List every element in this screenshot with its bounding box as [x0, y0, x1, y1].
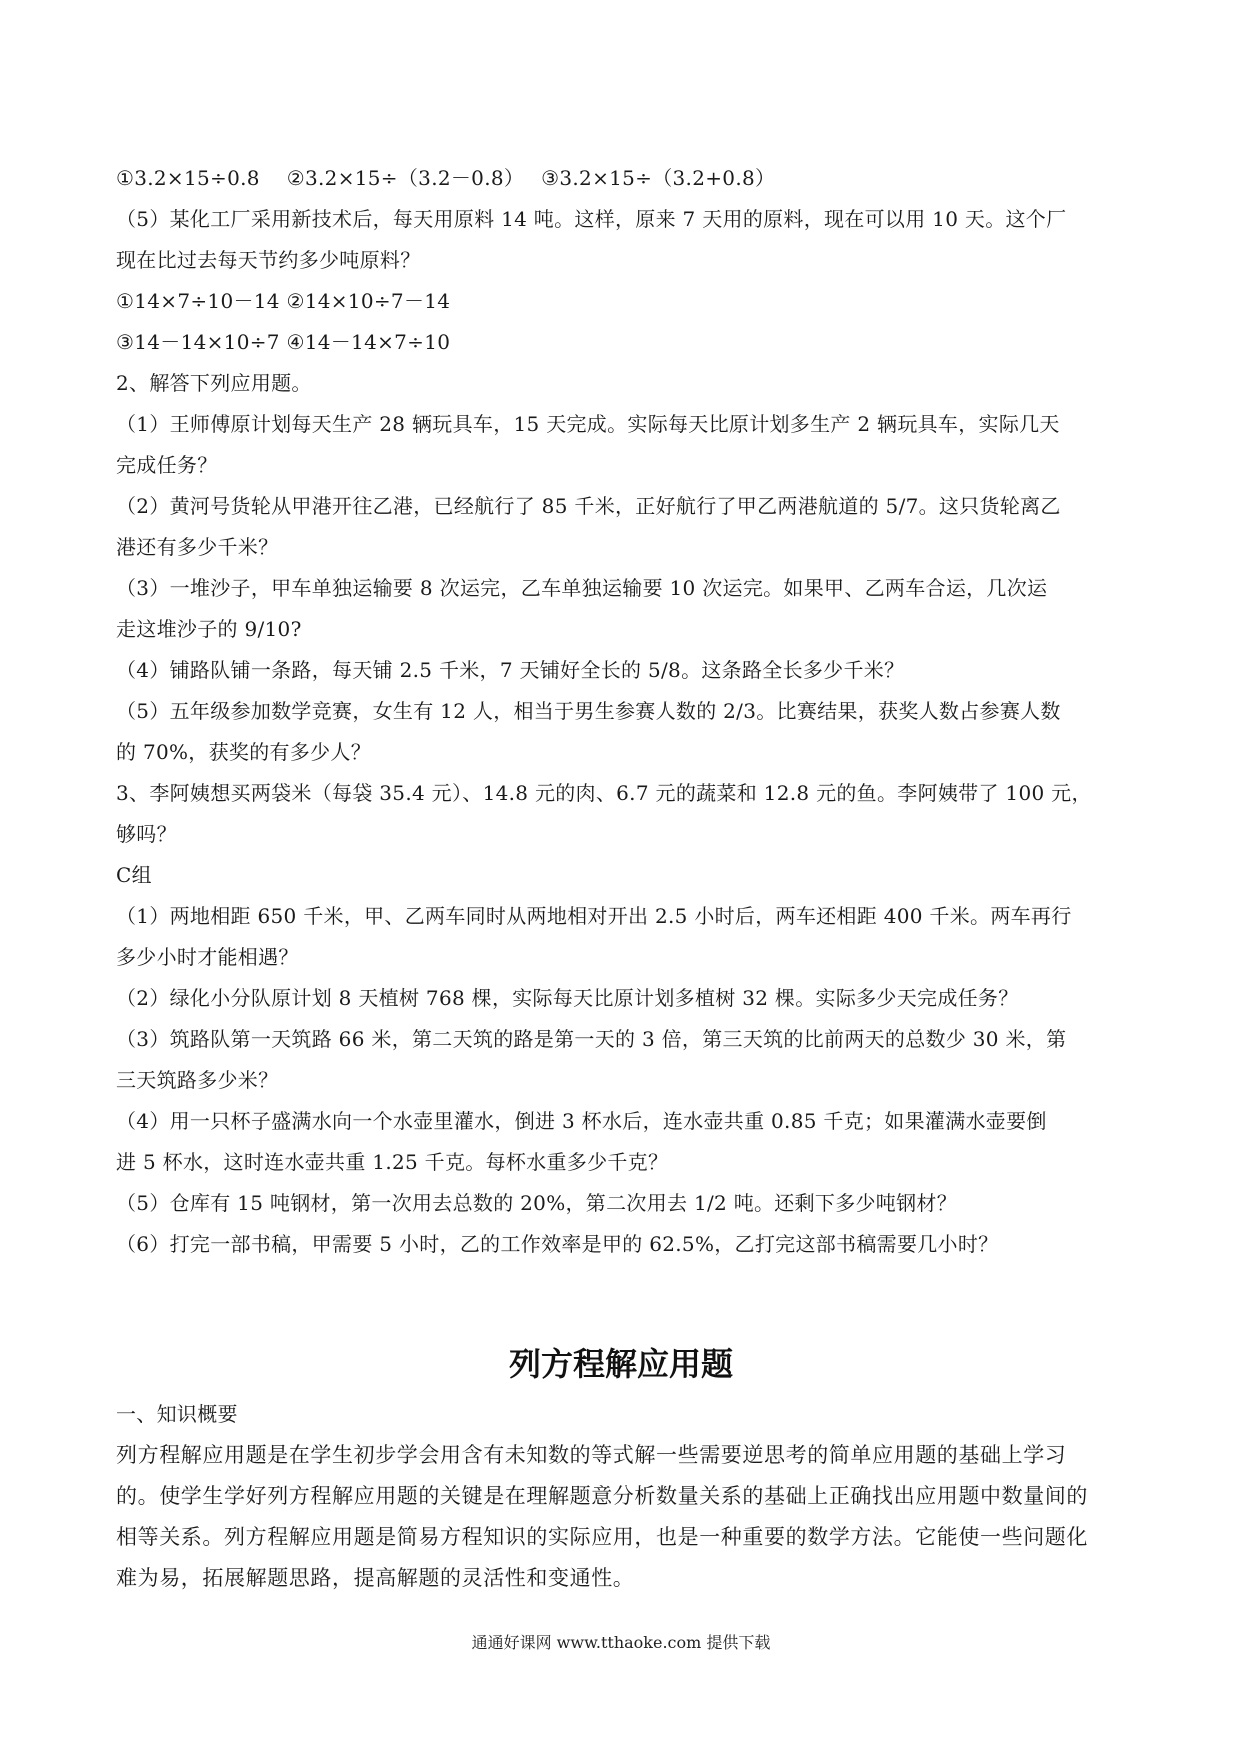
overview-para-line3: 相等关系。列方程解应用题是简易方程知识的实际应用，也是一种重要的数学方法。它能使一些问题化 [116, 1525, 1088, 1549]
p2-q2-line2: 港还有多少千米？ [116, 535, 279, 559]
p2-q1-line2: 完成任务？ [116, 453, 218, 477]
c-q4-line1: （4）用一只杯子盛满水向一个水壶里灌水，倒进 3 杯水后，连水壶共重 0.85 千克；如果灌满水壶要倒 [116, 1109, 1047, 1133]
section-c-heading: C组 [116, 863, 152, 887]
p2-q5-line2: 的 70%，获奖的有多少人？ [116, 740, 372, 764]
overview-para-line1: 列方程解应用题是在学生初步学会用含有未知数的等式解一些需要逆思考的简单应用题的基础上学习 [116, 1443, 1067, 1467]
overview-para-line4: 难为易，拓展解题思路，提高解题的灵活性和变通性。 [116, 1566, 635, 1590]
part3-line2: 够吗？ [116, 822, 177, 846]
b-q4-options: ①3.2×15÷0.8 ②3.2×15÷（3.2－0.8） ③3.2×15÷（3.2+0.8） [116, 166, 776, 190]
p2-q3-line1: （3）一堆沙子，甲车单独运输要 8 次运完，乙车单独运输要 10 次运完。如果甲、乙两车合运，几次运 [116, 576, 1048, 600]
c-q2-line1: （2）绿化小分队原计划 8 天植树 768 棵，实际每天比原计划多植树 32 棵。实际多少天完成任务？ [116, 986, 1019, 1010]
overview-para-line2: 的。使学生学好列方程解应用题的关键是在理解题意分析数量关系的基础上正确找出应用题中数量间的 [116, 1484, 1088, 1508]
c-q1-line2: 多少小时才能相遇？ [116, 945, 299, 969]
p2-q2-line1: （2）黄河号货轮从甲港开往乙港，已经航行了 85 千米，正好航行了甲乙两港航道的 5/7。这只货轮离乙 [116, 494, 1061, 518]
p2-q1-line1: （1）王师傅原计划每天生产 28 辆玩具车，15 天完成。实际每天比原计划多生产 2 辆玩具车，实际几天 [116, 412, 1060, 436]
c-q5-line1: （5）仓库有 15 吨钢材，第一次用去总数的 20%，第二次用去 1/2 吨。还剩下多少吨钢材？ [116, 1191, 958, 1215]
b-q5-options-1: ①14×7÷10－14 ②14×10÷7－14 [116, 289, 451, 313]
b-q5-line2: 现在比过去每天节约多少吨原料？ [116, 248, 421, 272]
document-page [116, 0, 1126, 1754]
knowledge-subheading: 一、知识概要 [116, 1402, 238, 1426]
p2-q4-line1: （4）铺路队铺一条路，每天铺 2.5 千米，7 天铺好全长的 5/8。这条路全长多少千米？ [116, 658, 905, 682]
c-q3-line1: （3）筑路队第一天筑路 66 米，第二天筑的路是第一天的 3 倍，第三天筑的比前两天的总数少 30 米，第 [116, 1027, 1067, 1051]
c-q6-line1: （6）打完一部书稿，甲需要 5 小时，乙的工作效率是甲的 62.5%，乙打完这部书稿需要几小时？ [116, 1232, 999, 1256]
p2-q5-line1: （5）五年级参加数学竞赛，女生有 12 人，相当于男生参赛人数的 2/3。比赛结果，获奖人数占参赛人数 [116, 699, 1061, 723]
page-footer: 通通好课网 www.tthaoke.com 提供下载 [471, 1633, 771, 1652]
section-title: 列方程解应用题 [508, 1345, 733, 1383]
part3-line1: 3、李阿姨想买两袋米（每袋 35.4 元）、14.8 元的肉、6.7 元的蔬菜和 12.8 元的鱼。李阿姨带了 100 元， [116, 781, 1092, 805]
b-q5-line1: （5）某化工厂采用新技术后，每天用原料 14 吨。这样，原来 7 天用的原料，现在可以用 10 天。这个厂 [116, 207, 1067, 231]
b-q5-options-2: ③14－14×10÷7 ④14－14×7÷10 [116, 330, 451, 354]
part2-heading: 2、解答下列应用题。 [116, 371, 312, 395]
c-q3-line2: 三天筑路多少米？ [116, 1068, 279, 1092]
c-q1-line1: （1）两地相距 650 千米，甲、乙两车同时从两地相对开出 2.5 小时后，两车还相距 400 千米。两车再行 [116, 904, 1072, 928]
p2-q3-line2: 走这堆沙子的 9/10? [116, 617, 302, 641]
c-q4-line2: 进 5 杯水，这时连水壶共重 1.25 千克。每杯水重多少千克？ [116, 1150, 669, 1174]
